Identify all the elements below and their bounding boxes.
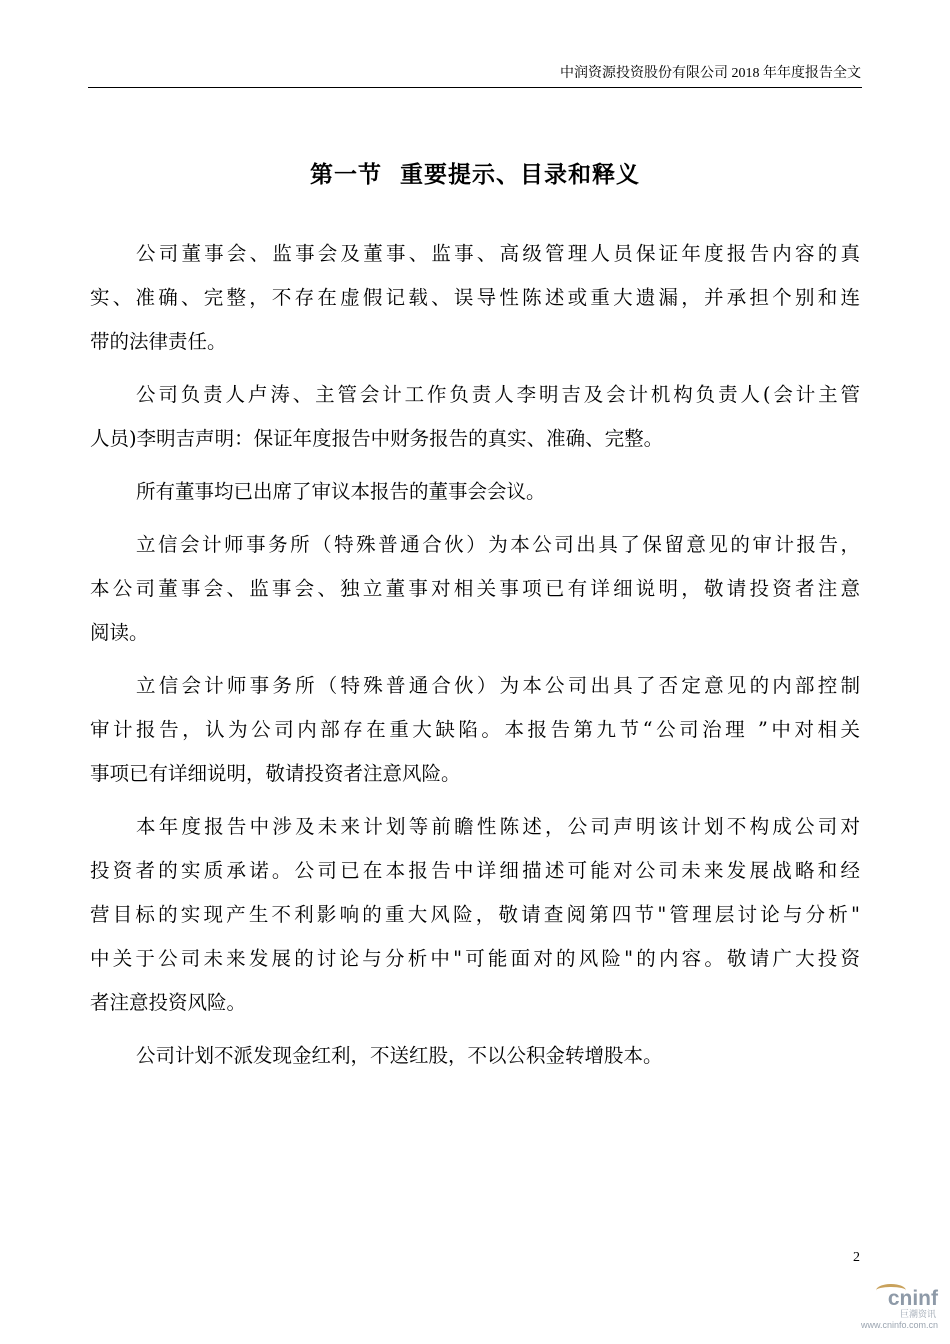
paragraph-line: 审计报告，认为公司内部存在重大缺陷。本报告第九节“公司治理 ”中对相关: [90, 718, 860, 741]
watermark-subtitle: 巨潮资讯: [899, 1310, 936, 1320]
paragraph-line: 者注意投资风险。: [90, 991, 247, 1014]
paragraph-line: 中关于公司未来发展的讨论与分析中"可能面对的风险"的内容。敬请广大投资: [90, 947, 860, 970]
document-body: [90, 232, 860, 1087]
paragraph-line: 实、准确、完整，不存在虚假记载、误导性陈述或重大遗漏，并承担个别和连: [90, 286, 860, 309]
watermark-url: www.cninfo.com.cn: [860, 1320, 938, 1330]
paragraph: [90, 664, 860, 796]
page-number: 2: [853, 1250, 860, 1265]
paragraph-line: 事项已有详细说明，敬请投资者注意风险。: [90, 762, 461, 785]
paragraph-line: 阅读。: [90, 621, 149, 644]
header-divider: [88, 87, 862, 88]
paragraph-line: 投资者的实质承诺。公司已在本报告中详细描述可能对公司未来发展战略和经: [90, 859, 860, 882]
paragraph: [90, 232, 860, 364]
paragraph: [90, 373, 860, 461]
paragraph-line: 立信会计师事务所（特殊普通合伙）为本公司出具了保留意见的审计报告，: [136, 533, 860, 556]
paragraph-line: 立信会计师事务所（特殊普通合伙）为本公司出具了否定意见的内部控制: [136, 674, 860, 697]
paragraph-line: 所有董事均已出席了审议本报告的董事会会议。: [136, 480, 546, 503]
watermark-logo: cninf: [887, 1287, 938, 1310]
paragraph-line: 公司计划不派发现金红利，不送红股，不以公积金转增股本。: [136, 1044, 663, 1067]
paragraph-line: 公司负责人卢涛、主管会计工作负责人李明吉及会计机构负责人(会计主管: [136, 383, 860, 406]
paragraph-line: 本公司董事会、监事会、独立董事对相关事项已有详细说明，敬请投资者注意: [90, 577, 860, 600]
paragraph-line: 带的法律责任。: [90, 330, 227, 353]
paragraph-line: 本年度报告中涉及未来计划等前瞻性陈述，公司声明该计划不构成公司对: [136, 815, 860, 838]
paragraph: [90, 805, 860, 1025]
paragraph: [90, 470, 860, 514]
watermark-arc-icon: [876, 1284, 906, 1297]
paragraph: [90, 1034, 860, 1078]
paragraph: [90, 523, 860, 655]
section-title: 第一节 重要提示、目录和释义: [309, 161, 640, 188]
report-header-title: 中润资源投资股份有限公司 2018 年年度报告全文: [560, 66, 861, 81]
paragraph-line: 公司董事会、监事会及董事、监事、高级管理人员保证年度报告内容的真: [136, 242, 860, 265]
paragraph-line: 人员)李明吉声明：保证年度报告中财务报告的真实、准确、完整。: [90, 427, 664, 450]
cninfo-watermark: [846, 1288, 938, 1334]
paragraph-line: 营目标的实现产生不利影响的重大风险，敬请查阅第四节"管理层讨论与分析": [90, 903, 860, 926]
